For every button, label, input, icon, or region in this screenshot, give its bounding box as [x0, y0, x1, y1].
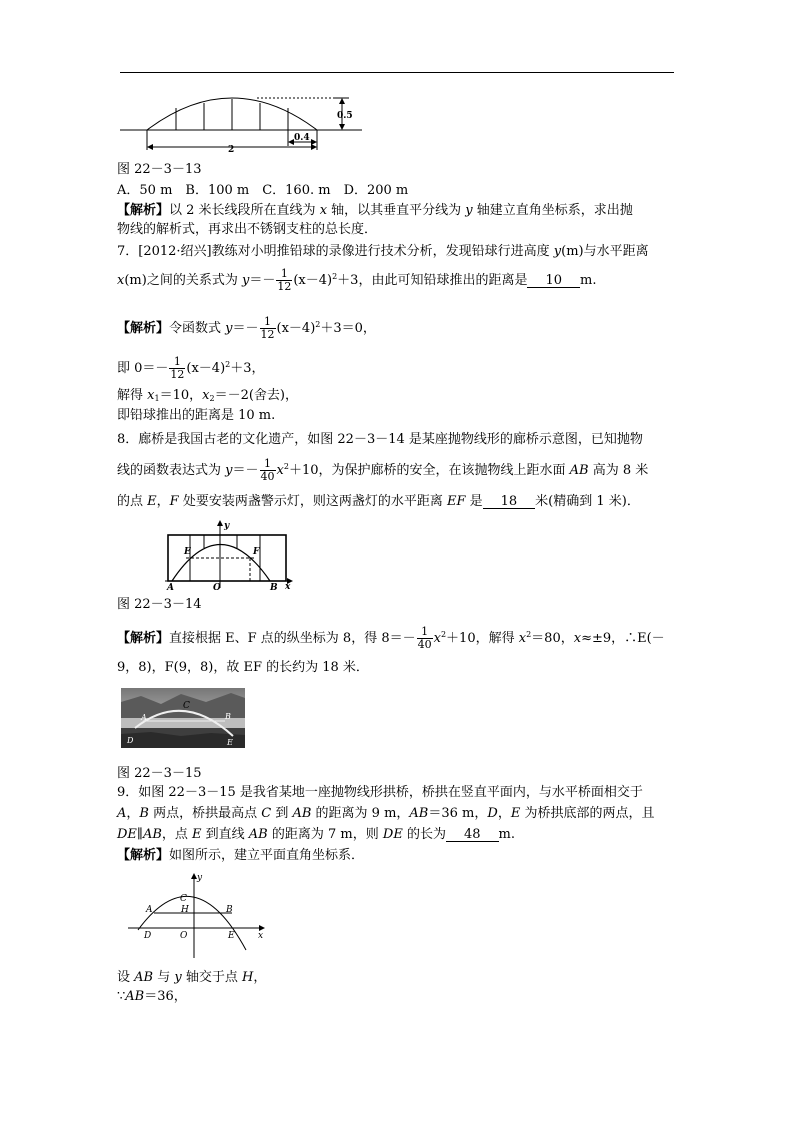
fig-label-x: x: [258, 931, 264, 941]
q8-line3: 的点 E，F 处要安装两盏警示灯，则这两盏灯的水平距离 EF 是 18 米(精确到 1 米)．: [117, 494, 640, 509]
q9-line2: A，B 两点，桥拱最高点 C 到 AB 的距离为 9 m，AB＝36 m，D，E 为桥拱底部的两点，且: [117, 806, 655, 821]
q9-line1: 9．如图 22－3－15 是我省某地一座抛物线形拱桥，桥拱在竖直平面内，与水平桥面相交于: [117, 785, 643, 800]
q9-solution-line2: 设 AB 与 y 轴交于点 H，: [117, 970, 267, 985]
fig-label-E: E: [228, 931, 235, 941]
fig14-label-O: O: [213, 583, 221, 590]
q8-line1: 8．廊桥是我国古老的文化遗产，如图 22－3－14 是某座抛物线形的廊桥示意图，已知抛物: [117, 432, 643, 447]
q7-solution-line3: 解得 $x_1=10$，$x_2=-2$(舍去)，: [117, 388, 298, 403]
fraction: $\frac{1}{12}$: [277, 267, 292, 293]
q9-answer: 48: [446, 828, 499, 842]
photo-label-B: B: [225, 712, 231, 721]
fig-label-C: C: [180, 894, 187, 904]
q8-answer: 18: [483, 495, 536, 509]
q8-line2: 线的函数表达式为 y＝－ $\frac{1}{40}$ $x^2+10$，为保护廊桥的安全，在该抛物线上距水面 AB 高为 8 米: [117, 457, 649, 483]
bridge-photo: [121, 688, 245, 748]
q7-solution-line4: 即铅球推出的距离是 10 m.: [117, 408, 276, 423]
dim-offset-label: 0.4: [294, 133, 310, 143]
photo-label-E: E: [227, 738, 233, 747]
fig-label-B: B: [226, 905, 233, 915]
photo-label-C: C: [183, 701, 190, 711]
fig14-caption: 图 22－3－14: [117, 597, 202, 612]
fig14-label-E: E: [184, 547, 191, 557]
q6-options: A．50 m B．100 m C．160. m D．200 m: [117, 183, 409, 198]
q7-solution-line2: 即 0＝－ $\frac{1}{12}$ $(x-4)^2+3$，: [117, 355, 265, 381]
fig-label-D: D: [144, 931, 152, 941]
figure-coordinate-parabola: [120, 870, 270, 960]
q7-solution-line1: 【解析】令函数式 y＝－ $\frac{1}{12}$ $(x-4)^2+3=0$，: [117, 315, 376, 341]
q8-solution-line2: 9，8)，F(9，8)，故 EF 的长约为 18 米．: [117, 660, 369, 675]
fig14-label-x: x: [285, 582, 291, 590]
fig-label-y: y: [197, 873, 203, 883]
figure-22-3-13: [117, 90, 367, 155]
fig-label-O: O: [180, 931, 188, 941]
q7-line1: 7．[2012·绍兴]教练对小明推铅球的录像进行技术分析，发现铅球行进高度 y(m)与水平距离: [117, 244, 649, 259]
q9-solution-line1: 【解析】如图所示，建立平面直角坐标系．: [117, 848, 365, 863]
photo-label-D: D: [127, 736, 134, 745]
fig15-caption: 图 22－3－15: [117, 766, 202, 781]
q7-answer: 10: [527, 274, 580, 288]
fig14-label-A: A: [167, 583, 174, 590]
q6-analysis-line2: 物线的解析式，再求出不锈钢支柱的总长度．: [117, 222, 378, 237]
fig13-caption: 图 22－3－13: [117, 162, 202, 177]
q8-solution-line1: 【解析】直接根据 E、F 点的纵坐标为 8，得 8＝－ $\frac{1}{40}$ $x^2+10$，解得 $x^2=80$，x≈±9，∴E(－: [117, 625, 665, 651]
fig14-label-B: B: [270, 583, 278, 590]
dim-height-label: 0.5: [337, 111, 353, 121]
fig-label-A: A: [146, 905, 153, 915]
fig14-label-y: y: [224, 521, 230, 531]
dim-span-label: 2: [228, 145, 235, 155]
q7-line2: x(m)之间的关系式为 y＝－ $\frac{1}{12}$ $(x-4)^2+3$，由此可知铅球推出的距离是 10 m.: [117, 267, 597, 293]
photo-label-A: A: [141, 713, 147, 722]
q9-solution-line3: ∵AB＝36，: [117, 989, 187, 1004]
header-rule: [120, 72, 674, 73]
fig14-label-F: F: [253, 547, 260, 557]
q9-line3: DE∥AB，点 E 到直线 AB 的距离为 7 m，则 DE 的长为 48 m.: [117, 827, 515, 842]
figure-22-3-14: [160, 518, 300, 590]
fig-label-H: H: [181, 905, 189, 915]
q6-analysis-line1: 【解析】以 2 米长线段所在直线为 x 轴，以其垂直平分线为 y 轴建立直角坐标系，求出抛: [117, 203, 633, 218]
